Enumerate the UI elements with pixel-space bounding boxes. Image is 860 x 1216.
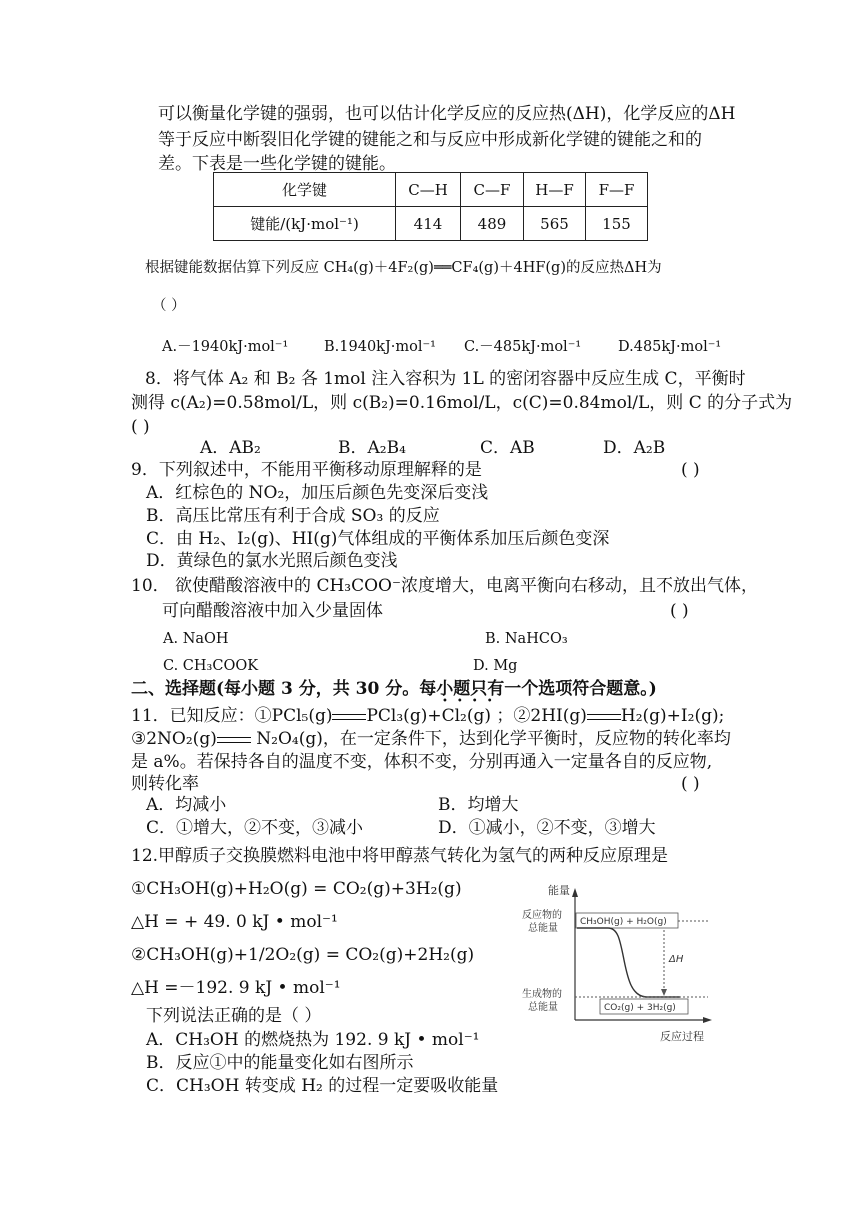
delta-h-arrow-icon xyxy=(661,989,667,996)
option-b: B. NaHCO₃ xyxy=(485,631,568,647)
product-label: 生成物的 xyxy=(522,989,562,1000)
reaction-1-dh: △H = + 49. 0 kJ • mol⁻¹ xyxy=(131,912,338,932)
y-axis-arrow-icon xyxy=(572,888,578,897)
x-axis-label: 反应过程 xyxy=(660,1030,704,1043)
question-9: 9．下列叙述中，不能用平衡移动原理解释的是 xyxy=(131,460,482,480)
question-10-paren: ( ) xyxy=(670,601,689,621)
table-header-row xyxy=(214,173,648,207)
question-8-line-1: 8．将气体 A₂ 和 B₂ 各 1mol 注入容积为 1L 的密闭容器中反应生成 C，平衡时 xyxy=(145,369,746,389)
option-a: A．CH₃OH 的燃烧热为 192. 9 kJ • mol⁻¹ xyxy=(146,1030,480,1050)
question-9-paren: ( ) xyxy=(681,460,700,480)
question-11-paren: ( ) xyxy=(681,774,700,794)
table-cell: 键能/(kJ·mol⁻¹) xyxy=(214,207,396,241)
text-line-2: 等于反应中断裂旧化学键的键能之和与反应中形成新化学键的键能之和的 xyxy=(158,130,702,150)
q11-text: 11．已知反应：①PCl₅(g) xyxy=(131,706,333,726)
table-cell: 414 xyxy=(396,207,461,241)
product-label: 总能量 xyxy=(528,1002,558,1013)
q11-text: ③2NO₂(g) xyxy=(131,729,217,749)
q11-text: PCl₃(g)+Cl₂(g) ；②2HI(g) xyxy=(366,706,587,726)
option-d: D．A₂B xyxy=(603,438,666,458)
table-cell: 565 xyxy=(524,207,586,241)
question-11-line-1 xyxy=(131,705,724,727)
emphasis-dots: •••• xyxy=(442,696,502,707)
equilibrium-arrow-icon xyxy=(217,733,251,747)
y-axis-label: 能量 xyxy=(548,884,570,897)
reaction-1: ①CH₃OH(g)+H₂O(g) = CO₂(g)+3H₂(g) xyxy=(131,879,462,899)
reaction-2: ②CH₃OH(g)+1/2O₂(g) = CO₂(g)+2H₂(g) xyxy=(131,945,475,965)
option-a: A. NaOH xyxy=(163,631,229,647)
table-cell: C—F xyxy=(461,173,524,207)
question-12: 12.甲醇质子交换膜燃料电池中将甲醇蒸气转化为氢气的两种反应原理是 xyxy=(131,846,669,866)
delta-h-label: ΔH xyxy=(669,954,684,965)
option-d: D．黄绿色的氯水光照后颜色变浅 xyxy=(146,551,398,571)
question-8-paren: ( ) xyxy=(131,417,150,437)
option-c: C．①增大，②不变，③减小 xyxy=(146,818,364,838)
x-axis-arrow-icon xyxy=(703,1017,712,1023)
option-c: C．CH₃OH 转变成 H₂ 的过程一定要吸收能量 xyxy=(146,1076,499,1096)
section-heading: 二、选择题(每小题 3 分，共 30 分。每小题只有一个选项符合题意。) xyxy=(131,679,657,699)
option-b: B．均增大 xyxy=(438,795,519,815)
table-cell: 155 xyxy=(586,207,648,241)
option-b: B．A₂B₄ xyxy=(338,438,406,458)
reactant-formula: CH₃OH(g) + H₂O(g) xyxy=(580,917,667,927)
option-a: A．AB₂ xyxy=(200,438,261,458)
reactant-label: 总能量 xyxy=(528,923,558,934)
option-d: D.485kJ·mol⁻¹ xyxy=(618,339,722,355)
reactant-label: 反应物的 xyxy=(522,910,562,921)
text-line-1: 可以衡量化学键的强弱，也可以估计化学反应的反应热(ΔH)，化学反应的ΔH xyxy=(158,104,736,124)
option-d: D．①减小，②不变，③增大 xyxy=(438,818,656,838)
option-b: B.1940kJ·mol⁻¹ xyxy=(324,339,436,355)
q11-text: N₂O₄(g)，在一定条件下，达到化学平衡时，反应物的转化率均 xyxy=(256,729,731,749)
question-11-line-2 xyxy=(131,728,731,750)
table-cell: 489 xyxy=(461,207,524,241)
product-formula: CO₂(g) + 3H₂(g) xyxy=(604,1003,676,1013)
question-11-line-4: 则转化率 xyxy=(131,774,199,794)
option-b: B．高压比常压有利于合成 SO₃ 的反应 xyxy=(146,506,440,526)
energy-curve xyxy=(577,928,680,997)
table-cell: H—F xyxy=(524,173,586,207)
table-row xyxy=(214,207,648,241)
option-c: C. CH₃COOK xyxy=(163,658,259,674)
question-11-line-3: 是 a%。若保持各自的温度不变，体积不变，分别再通入一定量各自的反应物, xyxy=(131,752,713,772)
table-cell: C—H xyxy=(396,173,461,207)
option-c: C．AB xyxy=(480,438,535,458)
bond-energy-table xyxy=(213,172,648,241)
option-a: A.－1940kJ·mol⁻¹ xyxy=(162,339,289,355)
equilibrium-arrow-icon xyxy=(332,710,366,724)
text-line-4: 根据键能数据估算下列反应 CH₄(g)＋4F₂(g)══CF₄(g)＋4HF(g)的反应热ΔH为 xyxy=(145,260,662,276)
table-cell: 化学键 xyxy=(214,173,396,207)
option-c: C.－485kJ·mol⁻¹ xyxy=(464,339,582,355)
question-12-ask: 下列说法正确的是（ ） xyxy=(146,1006,322,1026)
question-8-line-2: 测得 c(A₂)=0.58mol/L，则 c(B₂)=0.16mol/L，c(C)=0.84mol/L，则 C 的分子式为 xyxy=(131,393,793,413)
option-c: C．由 H₂、I₂(g)、HI(g)气体组成的平衡体系加压后颜色变深 xyxy=(146,529,610,549)
option-a: A．均减小 xyxy=(146,795,227,815)
equilibrium-arrow-icon xyxy=(587,710,621,724)
text-line-3: 差。下表是一些化学键的键能。 xyxy=(158,154,396,174)
question-10-line-2: 可向醋酸溶液中加入少量固体 xyxy=(162,601,383,621)
q11-text: H₂(g)+I₂(g); xyxy=(620,706,725,726)
energy-diagram xyxy=(520,880,720,1045)
option-a: A．红棕色的 NO₂，加压后颜色先变深后变浅 xyxy=(146,483,489,503)
reaction-2-dh: △H =－192. 9 kJ • mol⁻¹ xyxy=(131,978,341,998)
option-d: D. Mg xyxy=(473,658,518,674)
table-cell: F—F xyxy=(586,173,648,207)
answer-paren: （ ） xyxy=(152,298,186,314)
option-b: B．反应①中的能量变化如右图所示 xyxy=(146,1053,414,1073)
question-10-line-1: 10． 欲使醋酸溶液中的 CH₃COO⁻浓度增大，电离平衡向右移动，且不放出气体， xyxy=(131,576,758,596)
